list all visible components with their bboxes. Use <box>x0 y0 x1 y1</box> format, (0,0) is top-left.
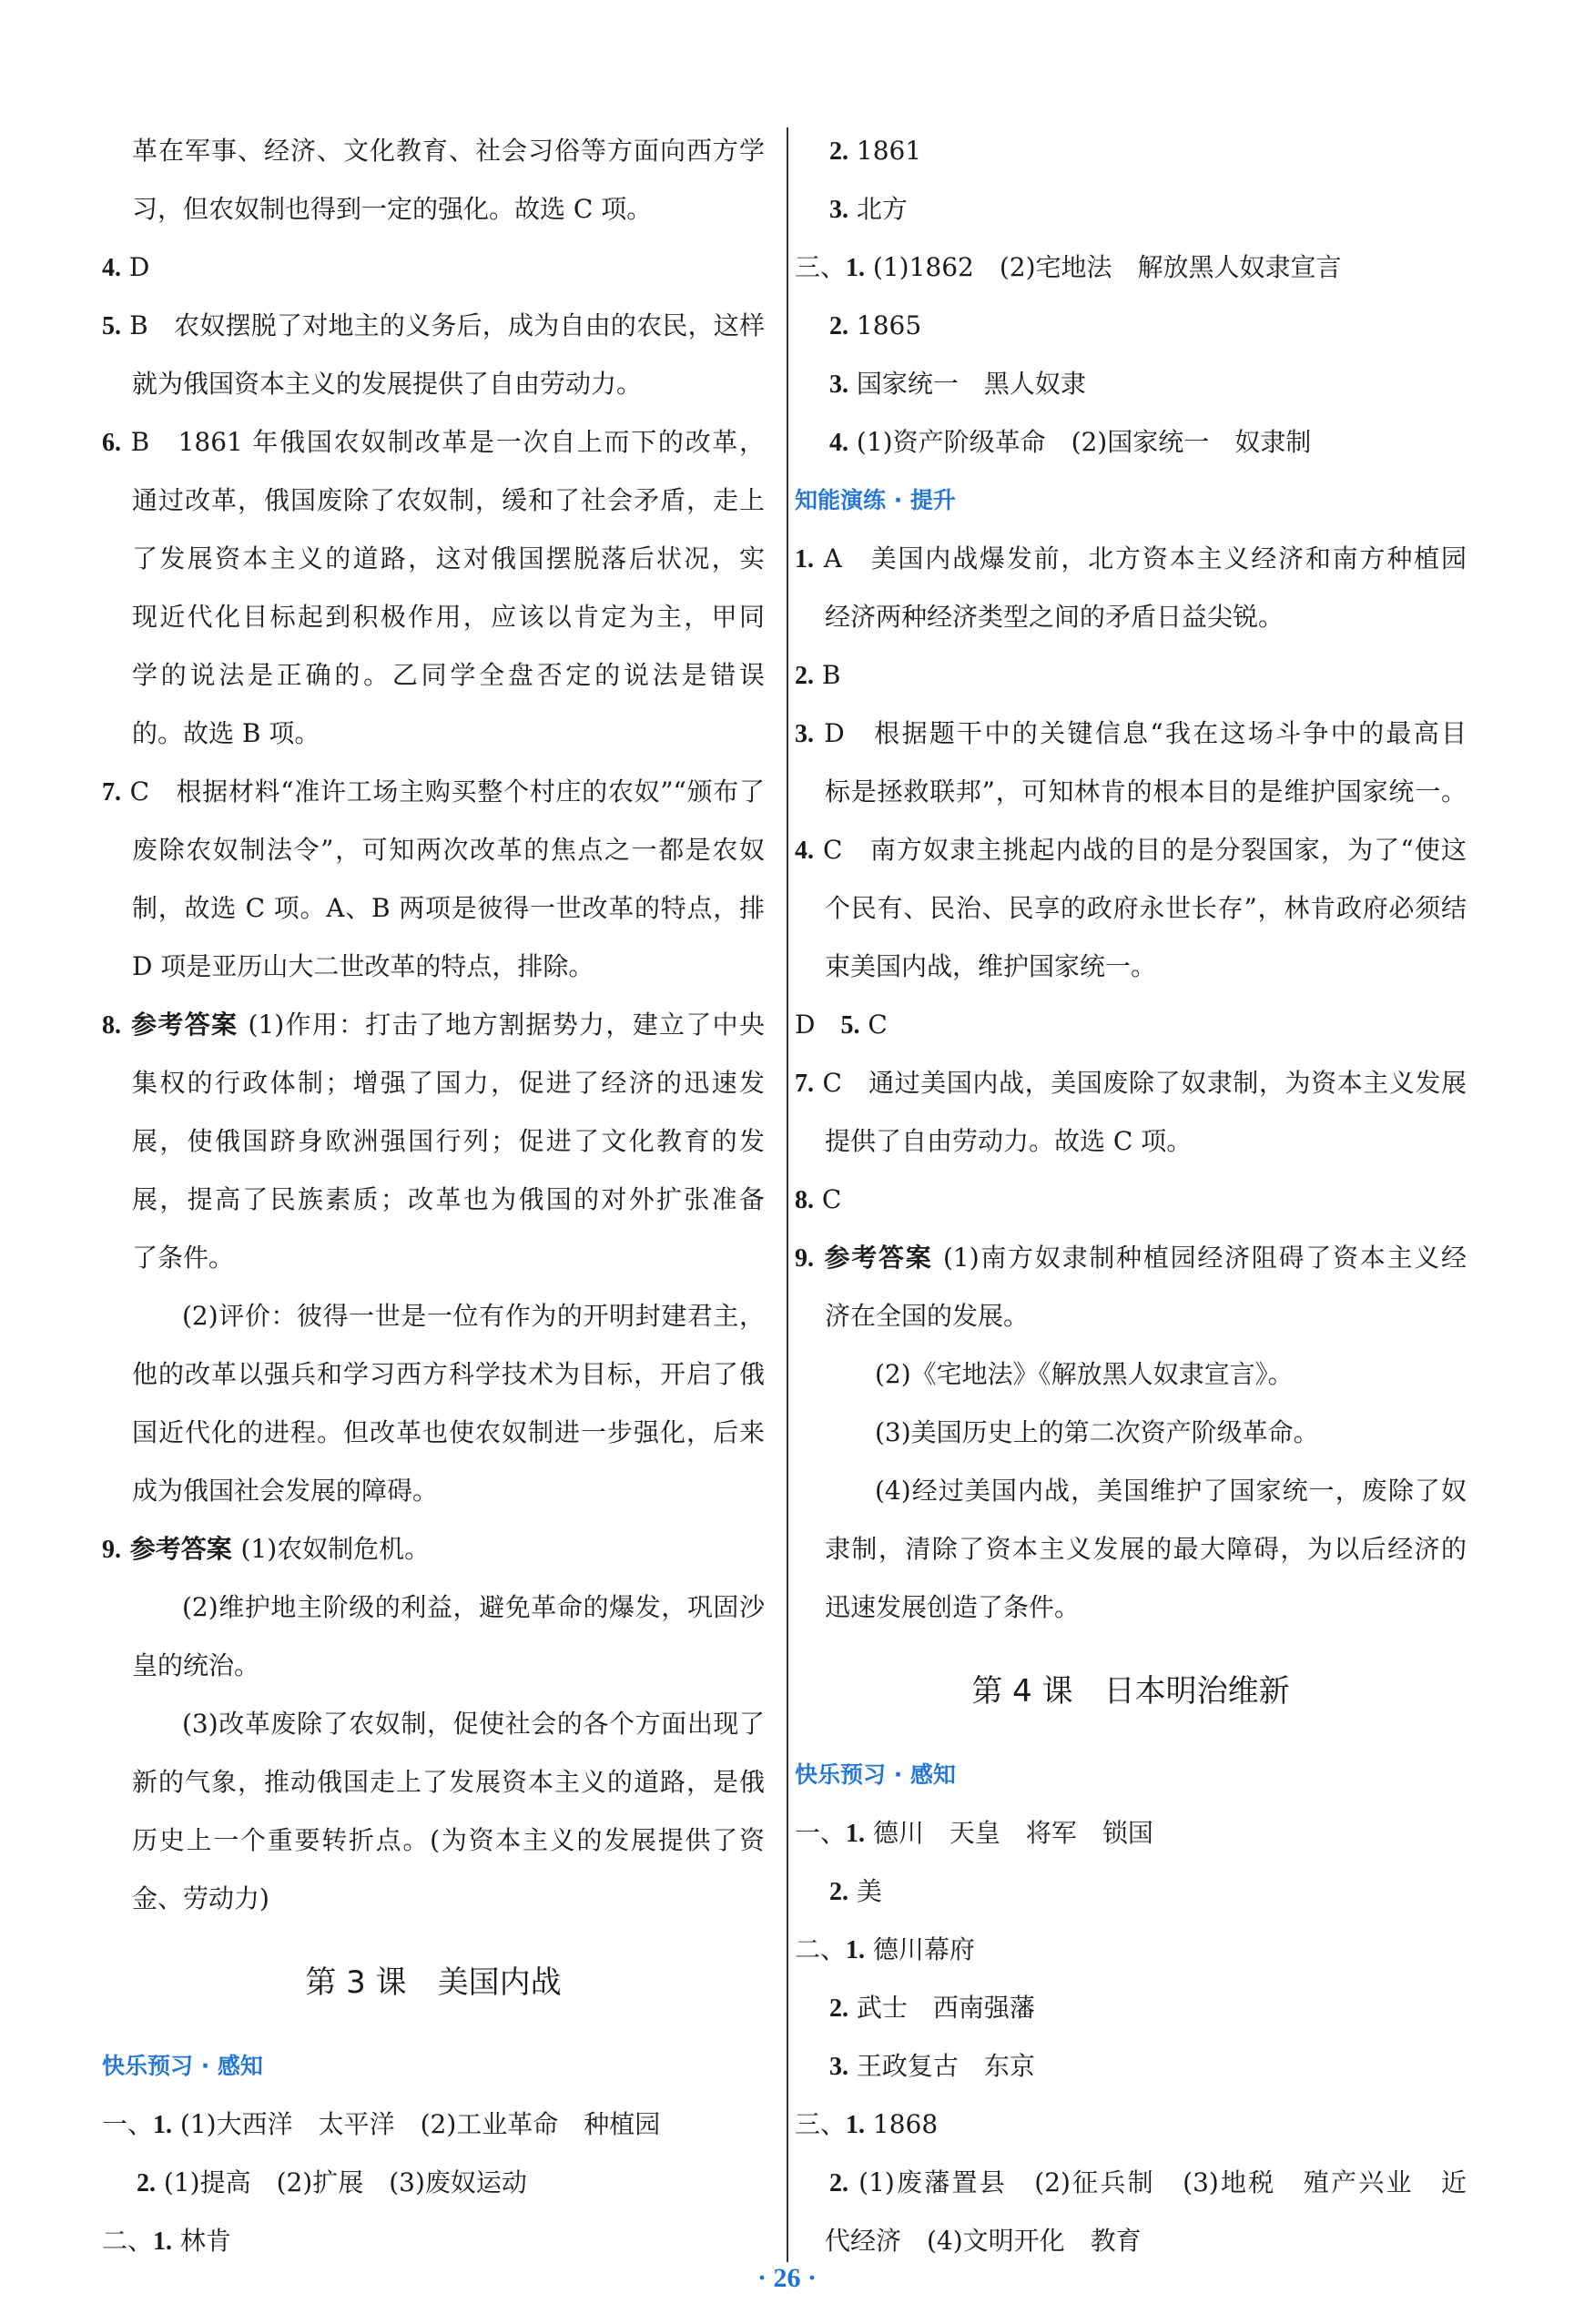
answer-text: (2)维护地主阶级的利益，避免革命的爆发，巩固沙 <box>182 1592 765 1622</box>
answer-text: 济在全国的发展。 <box>825 1301 1030 1331</box>
answer-text: 通过改革，俄国废除了农奴制，缓和了社会矛盾，走上 <box>132 485 765 515</box>
answer-text: 1865 <box>848 310 922 340</box>
answer-text: 金、劳动力) <box>132 1883 269 1913</box>
answer-line <box>795 1229 1467 1287</box>
answer-line <box>102 879 765 938</box>
answer-line <box>102 1637 765 1695</box>
answer-text: 提供了自由劳动力。故选 C 项。 <box>825 1126 1193 1156</box>
answer-line <box>102 1345 765 1404</box>
answer-text: (3)改革废除了农奴制，促使社会的各个方面出现了 <box>182 1709 765 1739</box>
answer-text: 集权的行政体制；增强了国力，促进了经济的迅速发 <box>132 1068 765 1098</box>
answer-text: D 项是亚历山大二世改革的特点，排除。 <box>132 951 594 981</box>
lesson-heading <box>102 1928 765 2037</box>
answer-text: 北方 <box>848 194 908 224</box>
answer-text: (1)1862 (2)宅地法 解放黑人奴隶宣言 <box>865 252 1342 282</box>
answer-text: B 1861 年俄国农奴制改革是一次自上而下的改革， <box>121 427 765 457</box>
answer-text: 学的说法是正确的。乙同学全盘否定的说法是错误 <box>132 660 765 690</box>
answer-text: 了发展资本主义的道路，这对俄国摆脱落后状况，实 <box>132 543 765 573</box>
answer-text: (4)经过美国内战，美国维护了国家统一，废除了奴 <box>875 1476 1467 1506</box>
answer-line <box>102 763 765 821</box>
answer-text: 国家统一 黑人奴隶 <box>848 369 1086 399</box>
answer-line <box>102 938 765 996</box>
section-marker: 三、 <box>795 2109 847 2139</box>
answer-line <box>102 1870 765 1928</box>
answer-line <box>102 588 765 646</box>
answer-text: C 通过美国内战，美国废除了奴隶制，为资本主义发展 <box>814 1068 1467 1098</box>
answer-line <box>102 1578 765 1637</box>
answer-line <box>795 879 1467 938</box>
answer-label: 参考答案 <box>121 1534 241 1564</box>
item-number: 6. <box>102 429 121 457</box>
answer-line <box>795 646 1467 705</box>
answer-line <box>795 1804 1467 1862</box>
answer-line <box>102 1520 765 1578</box>
answer-line <box>102 1462 765 1520</box>
answer-text: 国近代化的进程。但改革也使农奴制进一步强化，后来 <box>132 1417 765 1447</box>
answer-text: 束美国内战，维护国家统一。 <box>825 951 1157 981</box>
lesson-heading <box>795 1637 1467 1746</box>
item-number: 1. <box>846 1820 866 1848</box>
answer-text: (1)作用：打击了地方割据势力，建立了中央 <box>248 1010 765 1040</box>
answer-text: C 根据材料“准许工场主购买整个村庄的农奴”“颁布了 <box>121 776 765 807</box>
answer-line <box>102 1112 765 1171</box>
item-number: 1. <box>795 545 814 573</box>
answer-line <box>102 238 765 297</box>
answer-text: (1)废藩置县 (2)征兵制 (3)地税 殖产兴业 近 <box>848 2167 1467 2197</box>
answer-line <box>795 297 1467 355</box>
answer-line <box>102 122 765 180</box>
answer-line <box>102 821 765 879</box>
answer-line <box>102 646 765 705</box>
item-number: 7. <box>102 778 121 807</box>
answer-label: 参考答案 <box>814 1243 943 1273</box>
answer-line <box>795 1462 1467 1520</box>
answer-text: 知能演练 · 提升 <box>795 487 956 513</box>
item-number: 1. <box>846 254 866 282</box>
answer-text: 隶制，清除了资本主义发展的最大障碍，为以后经济的 <box>825 1534 1467 1564</box>
item-number: 2. <box>829 2169 848 2197</box>
page-number: · 26 · <box>757 2263 817 2293</box>
answer-text: 第 3 课 美国内战 <box>305 1964 562 2001</box>
answer-line <box>795 1404 1467 1462</box>
answer-text: 展，使俄国跻身欧洲强国行列；促进了文化教育的发 <box>132 1126 765 1156</box>
answer-line <box>795 1171 1467 1229</box>
answer-line <box>102 2096 765 2154</box>
answer-line <box>795 530 1467 588</box>
answer-line <box>795 1287 1467 1345</box>
section-marker: 一、 <box>795 1818 847 1848</box>
answer-text: 制，故选 C 项。A、B 两项是彼得一世改革的特点，排 <box>132 893 765 923</box>
answer-text: 德川幕府 <box>865 1934 975 1964</box>
answer-text: 废除农奴制法令”，可知两次改革的焦点之一都是农奴 <box>132 835 765 865</box>
answer-line <box>795 238 1467 297</box>
answer-line <box>102 297 765 355</box>
answer-text: 林肯 <box>172 2226 231 2256</box>
item-number: 3. <box>829 2053 848 2081</box>
section-marker: 三、 <box>795 252 847 282</box>
answer-line <box>795 1921 1467 1979</box>
item-number: 3. <box>795 720 814 748</box>
answer-line <box>795 1520 1467 1578</box>
answer-label: 参考答案 <box>121 1010 249 1040</box>
item-number: 2. <box>829 312 848 340</box>
answer-line <box>102 705 765 763</box>
answer-text: 美 <box>848 1876 882 1906</box>
answer-line <box>795 1979 1467 2037</box>
answer-line <box>795 996 1467 1054</box>
answer-text: 迅速发展创造了条件。 <box>825 1592 1081 1622</box>
answer-line <box>795 1112 1467 1171</box>
answer-text: 他的改革以强兵和学习西方科学技术为目标，开启了俄 <box>132 1359 765 1389</box>
answer-text: 历史上一个重要转折点。(为资本主义的发展提供了资 <box>132 1825 765 1855</box>
item-number: 5. <box>840 1011 860 1040</box>
answer-line <box>795 1862 1467 1921</box>
item-number: 1. <box>846 1936 866 1964</box>
answer-line <box>795 180 1467 238</box>
item-number: 7. <box>795 1070 814 1098</box>
item-number: 1. <box>153 2111 173 2139</box>
item-number: 3. <box>829 370 848 399</box>
item-number: 5. <box>102 312 121 340</box>
answer-line <box>795 2154 1467 2212</box>
answer-text: (2)评价：彼得一世是一位有作为的开明封建君主， <box>182 1301 765 1331</box>
answer-line <box>102 1171 765 1229</box>
section-marker: 二、 <box>102 2226 154 2256</box>
answer-text: 德川 天皇 将军 锁国 <box>865 1818 1153 1848</box>
answer-line <box>102 1753 765 1812</box>
answer-line <box>102 180 765 238</box>
answer-line <box>795 1054 1467 1112</box>
answer-line <box>795 122 1467 180</box>
answer-text: 第 4 课 日本明治维新 <box>971 1673 1290 1710</box>
answer-text: 革在军事、经济、文化教育、社会习俗等方面向西方学 <box>132 136 765 166</box>
answer-text: 了条件。 <box>132 1243 235 1273</box>
section-title <box>795 1746 1467 1804</box>
answer-line <box>795 821 1467 879</box>
item-number: 1. <box>846 2111 866 2139</box>
answer-line <box>102 1229 765 1287</box>
answer-text: D 根据题干中的关键信息“我在这场斗争中的最高目 <box>814 718 1467 748</box>
answer-text: A 美国内战爆发前，北方资本主义经济和南方种植园 <box>814 543 1467 573</box>
left-column <box>102 122 765 2270</box>
section-marker: D <box>795 1010 841 1040</box>
item-number: 4. <box>102 254 121 282</box>
item-number: 2. <box>829 137 848 166</box>
answer-text: (1)大西洋 太平洋 (2)工业革命 种植园 <box>172 2109 661 2139</box>
section-title <box>795 472 1467 530</box>
answer-line <box>102 472 765 530</box>
answer-text: B <box>814 660 841 690</box>
answer-text: 1861 <box>848 136 922 166</box>
answer-text: 经济两种经济类型之间的矛盾日益尖锐。 <box>825 602 1285 632</box>
answer-text: 习，但农奴制也得到一定的强化。故选 C 项。 <box>132 194 653 224</box>
answer-text: 的。故选 B 项。 <box>132 718 320 748</box>
item-number: 1. <box>153 2228 173 2256</box>
answer-text: 展，提高了民族素质；改革也为俄国的对外扩张准备 <box>132 1184 765 1214</box>
item-number: 9. <box>102 1536 121 1564</box>
answer-text: 快乐预习 · 感知 <box>102 2053 263 2079</box>
section-marker: 二、 <box>795 1934 847 1964</box>
answer-line <box>102 1812 765 1870</box>
answer-line <box>795 413 1467 472</box>
answer-line <box>102 1054 765 1112</box>
answer-line <box>795 938 1467 996</box>
item-number: 2. <box>829 1994 848 2023</box>
answer-text: (2)《宅地法》《解放黑人奴隶宣言》。 <box>875 1359 1294 1389</box>
answer-line <box>102 996 765 1054</box>
item-number: 3. <box>829 196 848 224</box>
answer-line <box>102 355 765 413</box>
answer-text: 代经济 (4)文明开化 教育 <box>825 2226 1142 2256</box>
answer-line <box>102 1695 765 1753</box>
answer-text: 新的气象，推动俄国走上了发展资本主义的道路，是俄 <box>132 1767 765 1797</box>
answer-line <box>102 1404 765 1462</box>
answer-text: (3)美国历史上的第二次资产阶级革命。 <box>875 1417 1319 1447</box>
answer-line <box>795 2037 1467 2096</box>
column-divider <box>787 127 788 2262</box>
answer-text: 武士 西南强藩 <box>848 1993 1035 2023</box>
item-number: 8. <box>795 1186 814 1214</box>
answer-text: (1)资产阶级革命 (2)国家统一 奴隶制 <box>848 427 1312 457</box>
answer-text: 就为俄国资本主义的发展提供了自由劳动力。 <box>132 369 643 399</box>
item-number: 8. <box>102 1011 121 1040</box>
answer-text: C <box>859 1010 888 1040</box>
section-title <box>102 2037 765 2096</box>
answer-line <box>102 2212 765 2270</box>
answer-text: C <box>814 1184 842 1214</box>
answer-line <box>795 705 1467 763</box>
answer-text: C 南方奴隶主挑起内战的目的是分裂国家，为了“使这 <box>814 835 1467 865</box>
answer-text: (1)南方奴隶制种植园经济阻碍了资本主义经 <box>942 1243 1467 1273</box>
item-number: 9. <box>795 1244 814 1273</box>
answer-text: 现近代化目标起到积极作用，应该以肯定为主，甲同 <box>132 602 765 632</box>
answer-text: 王政复古 东京 <box>848 2051 1035 2081</box>
answer-line <box>102 530 765 588</box>
answer-line <box>102 2154 765 2212</box>
answer-line <box>795 2096 1467 2154</box>
answer-text: 标是拯救联邦”，可知林肯的根本目的是维护国家统一。 <box>825 776 1467 807</box>
answer-text: (1)农奴制危机。 <box>240 1534 431 1564</box>
item-number: 4. <box>829 429 848 457</box>
answer-text: B 农奴摆脱了对地主的义务后，成为自由的农民，这样 <box>121 310 765 340</box>
answer-text: 成为俄国社会发展的障碍。 <box>132 1476 439 1506</box>
answer-line <box>102 1287 765 1345</box>
answer-line <box>795 355 1467 413</box>
answer-text: D <box>121 252 150 282</box>
answer-text: 1868 <box>865 2109 939 2139</box>
item-number: 2. <box>795 662 814 690</box>
item-number: 2. <box>829 1878 848 1906</box>
answer-line <box>795 588 1467 646</box>
item-number: 2. <box>137 2169 156 2197</box>
answer-line <box>102 413 765 472</box>
answer-line <box>795 1345 1467 1404</box>
item-number: 4. <box>795 837 814 865</box>
answer-line <box>795 2212 1467 2270</box>
answer-line <box>795 763 1467 821</box>
answer-line <box>795 1578 1467 1637</box>
answer-text: 快乐预习 · 感知 <box>795 1761 956 1788</box>
answer-text: 个民有、民治、民享的政府永世长存”，林肯政府必须结 <box>825 893 1467 923</box>
right-column <box>795 122 1467 2270</box>
answer-text: 皇的统治。 <box>132 1650 260 1680</box>
section-marker: 一、 <box>102 2109 154 2139</box>
answer-text: (1)提高 (2)扩展 (3)废奴运动 <box>156 2167 527 2197</box>
